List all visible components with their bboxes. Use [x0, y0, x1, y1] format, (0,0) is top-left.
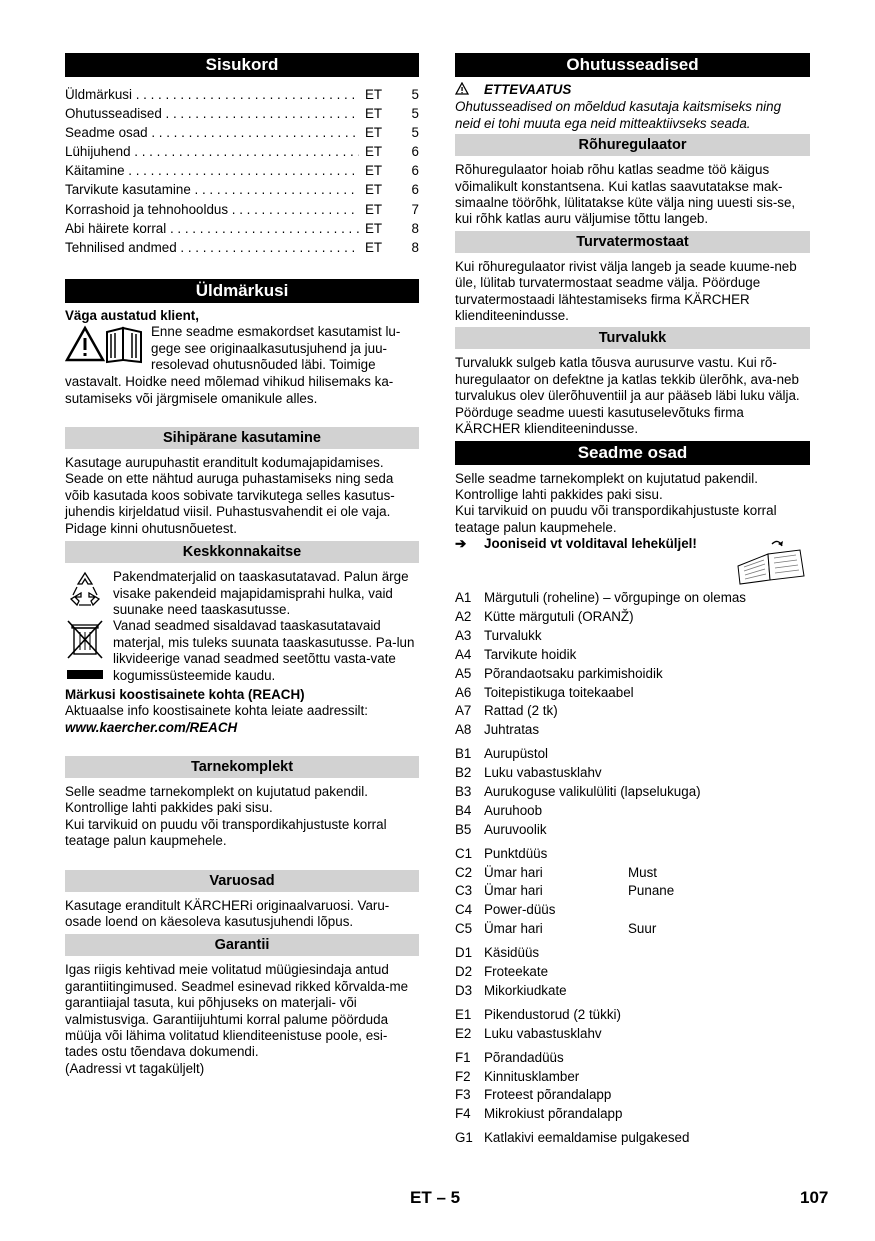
part-code: D3: [455, 982, 473, 998]
footer-section: ET – 5: [410, 1188, 461, 1207]
toc-entry-lang: ET: [365, 125, 383, 141]
part-code: B4: [455, 802, 472, 818]
fold-note: Jooniseid vt volditaval leheküljel!: [484, 536, 697, 552]
part-name: Käsidüüs: [484, 945, 540, 961]
part-code: B2: [455, 765, 472, 781]
spare-parts-heading: Varuosad: [65, 870, 419, 892]
warning-manual-icon: [65, 324, 151, 374]
part-item: [455, 590, 810, 609]
part-code: A4: [455, 646, 472, 662]
part-item: [455, 921, 810, 940]
part-code: D2: [455, 964, 473, 980]
toc-entry[interactable]: [65, 144, 419, 163]
parts-heading: Seadme osad: [455, 441, 810, 465]
thermostat-heading: Turvatermostaat: [455, 231, 810, 253]
fold-note-row: [455, 536, 810, 588]
caution-label-row: [455, 82, 810, 99]
toc-entry-lang: ET: [365, 87, 383, 102]
recycle-block: [65, 569, 419, 618]
safety-heading: Ohutusseadised: [455, 53, 810, 77]
toc-entry-title: Üldmärkusi . . .: [65, 87, 359, 103]
toc-entry-page: 5: [411, 106, 419, 122]
parts-text-1: Selle seadme tarnekomplekt on kujutatud pakendil. Kontrollige lahti pakkides paki sisu.: [455, 470, 758, 502]
part-item: [455, 647, 810, 666]
part-item: [455, 609, 810, 628]
part-item: [455, 902, 810, 921]
part-code: B5: [455, 821, 472, 837]
part-name: Froteest põrandalapp: [484, 1087, 612, 1103]
part-item: [455, 746, 810, 765]
part-item: [455, 945, 810, 964]
intended-use-heading: Sihipärane kasutamine: [65, 427, 419, 449]
part-name: Auruhoob: [484, 802, 543, 818]
part-code: A5: [455, 665, 472, 681]
part-name: Pikendustorud (2 tükki): [484, 1006, 621, 1022]
part-item: [455, 666, 810, 685]
toc-entry-lang: ET: [365, 163, 383, 179]
toc-entry[interactable]: [65, 163, 419, 182]
toc-heading: Sisukord: [65, 53, 419, 77]
toc-entry[interactable]: [65, 87, 419, 106]
toc-entry-title: Korrashoid ja tehnohooldus . . .: [65, 202, 359, 218]
intro-block: [65, 324, 419, 374]
toc-entry-title: Tarvikute kasutamine . . .: [65, 182, 359, 198]
part-variant: Punane: [628, 883, 675, 899]
table-of-contents: [65, 87, 419, 259]
part-item: [455, 722, 810, 741]
part-code: D1: [455, 945, 473, 961]
part-name: Aurupüstol: [484, 746, 549, 762]
crossed-bin-icon: [65, 618, 113, 686]
folded-manual-icon: [732, 536, 810, 588]
greeting: Väga austatud klient,: [65, 307, 199, 323]
caution-text: Ohutusseadised on mõeldud kasutaja kaitsmiseks ning neid ei tohi muuta ega neid mitteaktiivseks seada.: [455, 99, 782, 131]
toc-entry[interactable]: [65, 202, 419, 221]
part-name: Põrandaotsaku parkimishoidik: [484, 665, 663, 681]
part-name: Katlakivi eemaldamise pulgakesed: [484, 1130, 690, 1146]
part-item: [455, 865, 810, 884]
part-code: C2: [455, 864, 473, 880]
part-code: E1: [455, 1006, 472, 1022]
safety-lock-text-2: Pöörduge seadme uuesti kasutuselevõtuks firma KÄRCHER klienditeenindusse.: [455, 404, 744, 437]
safety-lock-text: Turvalukk sulgeb katla tõusva aurusurve vastu. Kui rõ-huregulaator on defektne ja katlas tekkib ülerõhk, ava-neb turvalukus olev ülerõhuventiil ja aur pääseb läbi luku välja.: [455, 355, 800, 404]
recycle-text: Pakendmaterjalid on taaskasutatavad. Palun ärge visake pakendeid majapidamisprahi hulka, vaid suunake need taaskasutusse.: [113, 569, 409, 617]
part-item: [455, 983, 810, 1002]
part-code: C1: [455, 845, 473, 861]
part-item: [455, 883, 810, 902]
caution-label: ETTEVAATUS: [484, 82, 572, 97]
part-name: Power-düüs: [484, 902, 556, 918]
toc-entry-title: Lühijuhend . . .: [65, 144, 359, 160]
toc-entry-title: Seadme osad . . .: [65, 125, 359, 141]
part-code: F2: [455, 1068, 471, 1084]
toc-entry-page: 6: [411, 163, 419, 179]
part-name: Luku vabastusklahv: [484, 765, 602, 781]
warranty-note: (Aadressi vt tagaküljelt): [65, 1060, 205, 1076]
intro-line-2: gege see originaalkasutusjuhend ja juu-: [151, 340, 387, 356]
part-name: Ümar hari: [484, 921, 543, 937]
part-name: Punktdüüs: [484, 845, 548, 861]
safety-lock-heading: Turvalukk: [455, 327, 810, 349]
part-item: [455, 784, 810, 803]
part-code: C5: [455, 921, 473, 937]
part-name: Turvalukk: [484, 627, 542, 643]
part-item: [455, 685, 810, 704]
part-code: C3: [455, 883, 473, 899]
arrow-right-icon: ➔: [455, 536, 467, 552]
part-code: G1: [455, 1130, 473, 1146]
toc-entry-title: Käitamine . . .: [65, 163, 359, 179]
reach-link[interactable]: www.kaercher.com/REACH: [65, 719, 238, 735]
toc-entry-lang: ET: [365, 201, 383, 217]
part-item: [455, 628, 810, 647]
page-number: 107: [800, 1188, 829, 1207]
reach-title: Märkusi koostisainete kohta (REACH): [65, 686, 305, 702]
toc-entry-page: 6: [411, 144, 419, 160]
toc-entry-title: Ohutusseadised . . .: [65, 106, 359, 122]
weee-block: [65, 618, 419, 686]
parts-text-2: Kui tarvikuid on puudu või transpordikahjustuste korral teatage palun kaupmehele.: [455, 503, 777, 535]
part-variant: Suur: [628, 921, 657, 937]
part-item: [455, 1026, 810, 1045]
part-item: [455, 1069, 810, 1088]
part-code: A8: [455, 722, 472, 738]
part-item: [455, 1050, 810, 1069]
toc-entry-page: 8: [411, 220, 419, 236]
part-code: F4: [455, 1106, 471, 1122]
part-name: Ümar hari: [484, 864, 543, 880]
part-name: Toitepistikuga toitekaabel: [484, 684, 634, 700]
part-name: Märgutuli (roheline) – võrgupinge on olemas: [484, 590, 747, 606]
part-item: [455, 803, 810, 822]
delivery-text-2: Kui tarvikuid on puudu või transpordikahjustuste korral teatage palun kaupmehele.: [65, 816, 387, 849]
toc-entry-page: 7: [411, 201, 419, 217]
part-code: F3: [455, 1087, 471, 1103]
toc-entry-page: 8: [411, 239, 419, 255]
toc-entry[interactable]: [65, 125, 419, 144]
part-code: B3: [455, 784, 472, 800]
parts-list: [455, 590, 810, 1149]
part-name: Froteekate: [484, 964, 549, 980]
delivery-text-1: Selle seadme tarnekomplekt on kujutatud pakendil. Kontrollige lahti pakkides paki sisu.: [65, 783, 368, 816]
part-code: A6: [455, 684, 472, 700]
part-item: [455, 1087, 810, 1106]
toc-entry-page: 5: [411, 87, 419, 102]
recycle-icon: [65, 569, 113, 618]
part-name: Ümar hari: [484, 883, 543, 899]
part-item: [455, 765, 810, 784]
part-name: Rattad (2 tk): [484, 703, 558, 719]
environment-heading: Keskkonnakaitse: [65, 541, 419, 563]
toc-entry-lang: ET: [365, 182, 383, 198]
part-name: Mikrokiust põrandalapp: [484, 1106, 623, 1122]
toc-entry[interactable]: [65, 182, 419, 201]
toc-entry-lang: ET: [365, 144, 383, 160]
toc-entry[interactable]: [65, 221, 419, 240]
part-code: A3: [455, 627, 472, 643]
part-item: [455, 1106, 810, 1125]
pressure-regulator-heading: Rõhuregulaator: [455, 134, 810, 156]
right-column: [455, 53, 810, 1149]
toc-entry[interactable]: [65, 240, 419, 259]
part-code: B1: [455, 746, 472, 762]
weee-text: Vanad seadmed sisaldavad taaskasutatavaid materjal, mis tuleks suunata taaskasutusse. Pa-lun likvideerige vanad seadmed seetõttu vasta-vate kogumissüsteemide kaudu.: [113, 618, 415, 683]
toc-entry-lang: ET: [365, 220, 383, 236]
part-item: [455, 703, 810, 722]
part-name: Luku vabastusklahv: [484, 1025, 602, 1041]
part-code: A1: [455, 590, 472, 606]
general-heading: Üldmärkusi: [65, 279, 419, 303]
part-name: Mikorkiudkate: [484, 982, 567, 998]
spare-parts-text: Kasutage eranditult KÄRCHERi originaalvaruosi. Varu-osade loend on käesoleva kasutusjuhendi lõpus.: [65, 897, 390, 929]
delivery-heading-left: Tarnekomplekt: [65, 756, 419, 778]
pressure-regulator-text: Rõhuregulaator hoiab rõhu katlas seadme töö käigus võimalikult konstantsena. Kui katlas saavutatakse mak-simaalne töörõhk, lülitatakse küte välja ning uuesti sis-se, kui rõhk katlas auru väljumise tõttu langeb.: [455, 162, 796, 227]
part-code: A7: [455, 703, 472, 719]
toc-entry-page: 5: [411, 125, 419, 141]
warning-triangle-icon: [455, 82, 484, 99]
part-item: [455, 1130, 810, 1149]
part-name: Juhtratas: [484, 722, 540, 738]
part-name: Kütte märgutuli (ORANŽ): [484, 609, 634, 625]
part-variant: Must: [628, 864, 658, 880]
part-name: Auruvoolik: [484, 821, 547, 837]
intro-line-1: Enne seadme esmakordset kasutamist lu-: [151, 324, 401, 340]
part-name: Aurukoguse valikulüliti (lapselukuga): [484, 784, 701, 800]
part-code: F1: [455, 1049, 471, 1065]
intro-line-3: resolevad ohutusnõuded läbi. Toimige: [151, 357, 376, 373]
part-code: A2: [455, 609, 472, 625]
part-name: Tarvikute hoidik: [484, 646, 577, 662]
part-name: Kinnitusklamber: [484, 1068, 580, 1084]
toc-entry-title: Tehnilised andmed . . .: [65, 240, 359, 256]
part-code: E2: [455, 1025, 472, 1041]
toc-entry-title: Abi häirete korral . . .: [65, 221, 359, 237]
part-item: [455, 822, 810, 841]
toc-entry-page: 6: [411, 182, 419, 198]
part-item: [455, 846, 810, 865]
left-column: [65, 53, 419, 1077]
part-item: [455, 964, 810, 983]
toc-entry[interactable]: [65, 106, 419, 125]
part-code: C4: [455, 902, 473, 918]
warranty-heading: Garantii: [65, 934, 419, 956]
part-name: Põrandadüüs: [484, 1049, 564, 1065]
toc-entry-lang: ET: [365, 106, 383, 122]
part-item: [455, 1007, 810, 1026]
toc-entry-lang: ET: [365, 239, 383, 255]
intended-use-text: Kasutage aurupuhastit eranditult kodumajapidamises. Seade on ette nähtud auruga puhastamiseks ning seda võib kasutada koos sobivate tarvikutega selles kasutus-juhendis kirjeldatud viisil. Puhastusvahendit ei ole vaja. Pidage kinni ohutusnõuetest.: [65, 455, 395, 536]
thermostat-text: Kui rõhuregulaator rivist välja langeb ja seade kuume-neb üle, lülitab turvatermostaat seadme välja. Pöörduge turvatermostaadi lähtestamiseks firma KÄRCHER klienditeenindusse.: [455, 258, 797, 324]
intro-rest: vastavalt. Hoidke need mõlemad vihikud hilisemaks ka-sutamiseks või järgmisele omanikule alles.: [65, 374, 394, 406]
reach-text: Aktuaalse info koostisainete kohta leiate aadressilt:: [65, 703, 368, 719]
warranty-text: Igas riigis kehtivad meie volitatud müügiesindaja antud garantiitingimused. Seadmel esinevad rikked kõrvalda-me garantiiajal tasuta, kui põhjuseks on materjali- või valmistusviga. Garantiijuhtumi korral palume pöörduda müüja või lähima volitatud klienditeenistuse poole, esi-tades ostu tõendava dokumendi.: [65, 962, 409, 1060]
